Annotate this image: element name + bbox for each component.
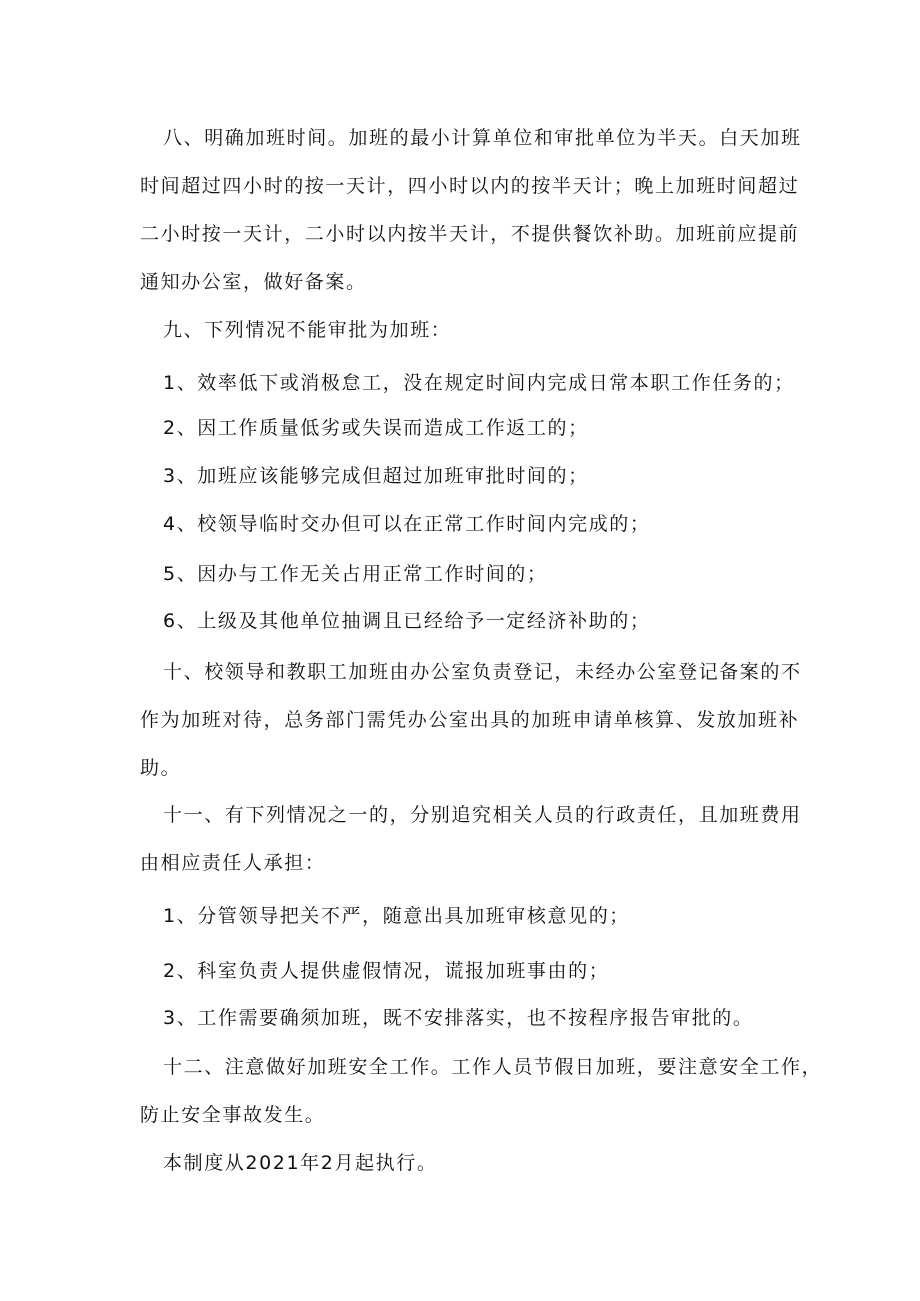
section-9-item-4: 4、校领导临时交办但可以在正常工作时间内完成的；: [163, 513, 651, 535]
section-9-item-5: 5、因办与工作无关占用正常工作时间的；: [163, 563, 548, 585]
section-10-line-3: 助。: [140, 757, 182, 779]
section-9-heading: 九、下列情况不能审批为加班：: [163, 319, 452, 341]
section-9-item-1: 1、效率低下或消极怠工，没在规定时间内完成日常本职工作任务的；: [163, 372, 795, 394]
section-9-item-3: 3、加班应该能够完成但超过加班审批时间的；: [163, 465, 589, 487]
section-8-line-2: 时间超过四小时的按一天计，四小时以内的按半天计；晚上加班时间超过: [140, 175, 800, 197]
section-11-line-1: 十一、有下列情况之一的，分别追究相关人员的行政责任，且加班费用: [163, 804, 802, 826]
section-9-item-6: 6、上级及其他单位抽调且已经给予一定经济补助的；: [163, 610, 651, 632]
section-10-line-1: 十、校领导和教职工加班由办公室负责登记，未经办公室登记备案的不: [163, 661, 802, 683]
section-11-item-2: 2、科室负责人提供虚假情况，谎报加班事由的；: [163, 960, 610, 982]
section-10-line-2: 作为加班对待，总务部门需凭办公室出具的加班申请单核算、发放加班补: [140, 709, 800, 731]
section-8-line-1: 八、明确加班时间。加班的最小计算单位和审批单位为半天。白天加班: [163, 127, 802, 149]
section-11-item-3: 3、工作需要确须加班，既不安排落实，也不按程序报告审批的。: [163, 1007, 754, 1029]
section-11-line-2: 由相应责任人承担：: [140, 852, 326, 874]
section-12-line-2: 防止安全事故发生。: [140, 1104, 326, 1126]
section-11-item-1: 1、分管领导把关不严，随意出具加班审核意见的；: [163, 905, 630, 927]
closing-statement: 本制度从2021年2月起执行。: [163, 1152, 438, 1174]
section-12-line-1: 十二、注意做好加班安全工作。工作人员节假日加班，要注意安全工作，: [163, 1056, 823, 1078]
section-9-item-2: 2、因工作质量低劣或失误而造成工作返工的；: [163, 417, 589, 439]
section-8-line-3: 二小时按一天计，二小时以内按半天计，不提供餐饮补助。加班前应提前: [140, 223, 800, 245]
section-8-line-4: 通知办公室，做好备案。: [140, 271, 367, 293]
